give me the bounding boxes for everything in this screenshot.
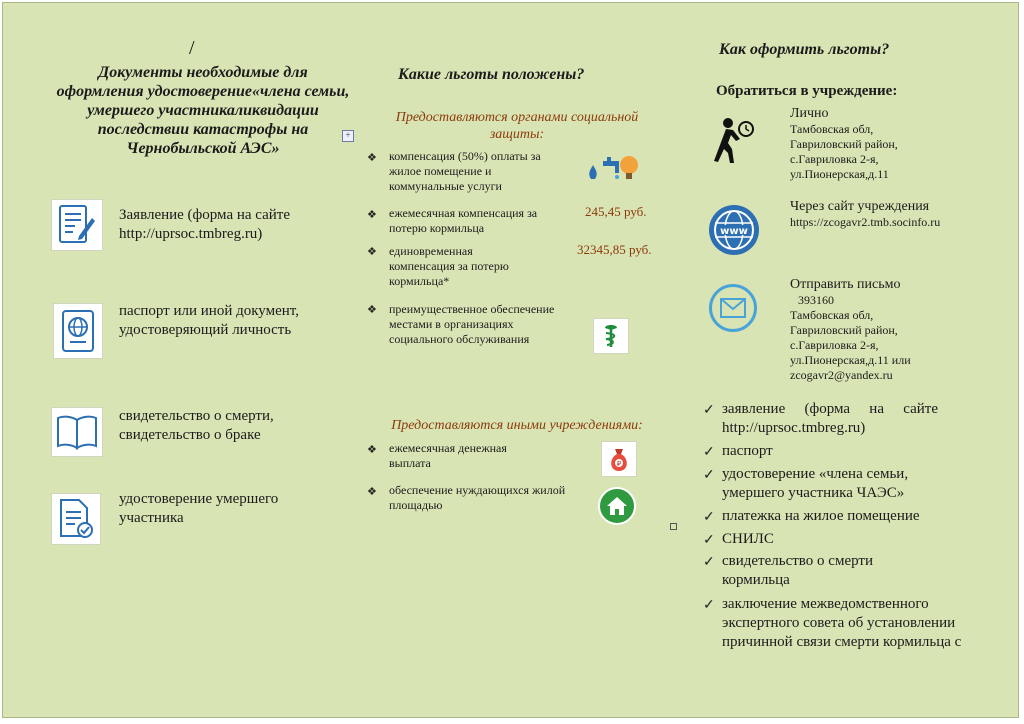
walking-person-icon [706,115,756,167]
col2-title: Какие льготы положены? [398,66,585,83]
stray-mark: / [189,37,195,59]
address-line: ул.Пионерская,д.11 [790,167,889,181]
postal-code: 393160 [798,293,834,307]
address-line: Гавриловский район, [790,137,898,151]
checkmark-icon: ✓ [703,598,715,613]
contact-website-label: Через сайт учреждения [790,199,930,214]
address-line: с.Гавриловка 2-я, [790,338,879,352]
benefit-item-4: преимущественное обеспечение местами в организациях социального обслуживания [389,302,555,346]
open-book-icon [51,407,103,457]
benefit-amount-3: 32345,85 руб. [577,242,652,257]
utilities-icon [583,151,641,185]
col3-subtitle: Обратиться в учреждение: [716,83,898,99]
diamond-bullet-icon: ❖ [367,152,377,164]
anchor-handle-icon[interactable] [670,523,677,530]
doc-item-3: свидетельство о смерти, свидетельство о браке [119,408,274,443]
diamond-bullet-icon: ❖ [367,444,377,456]
globe-www-icon [709,205,759,255]
required-doc-6: свидетельство о смерти кормильца [722,553,873,588]
required-doc-7: заключение межведомственного экспертного совета об установлении причинной связи смерти кормильца с [722,596,962,650]
address-line: Тамбовская обл, [790,122,874,136]
diamond-bullet-icon: ❖ [367,486,377,498]
envelope-icon [709,284,757,332]
money-bag-icon [601,441,637,477]
checkmark-icon: ✓ [703,468,715,483]
required-doc-2: паспорт [722,443,773,459]
address-line: Гавриловский район, [790,323,898,337]
diamond-bullet-icon: ❖ [367,246,377,258]
col3-title: Как оформить льготы? [719,41,890,58]
required-doc-1: заявление (форма на сайте http://uprsoc.tmbreg.ru) [722,401,938,436]
required-doc-3: удостоверение «члена семьи, умершего участника ЧАЭС» [722,466,909,501]
medical-caduceus-icon [593,318,629,354]
checkmark-icon: ✓ [703,445,715,460]
www-label: www [720,226,748,237]
section1-heading: Предоставляются органами социальной защиты: [395,110,639,142]
svg-text:₽: ₽ [616,460,622,468]
other-benefit-item-2: обеспечение нуждающихся жилой площадью [389,483,566,512]
doc-item-1: Заявление (форма на сайте http://uprsoc.tmbreg.ru) [119,207,291,242]
benefit-amount-2: 245,45 руб. [585,204,647,219]
application-form-icon [51,199,103,251]
passport-icon [53,303,103,359]
contact-personal-label: Лично [790,106,829,121]
checkmark-icon: ✓ [703,403,715,418]
checkmark-icon: ✓ [703,555,715,570]
website-url[interactable]: https://zcogavr2.tmb.socinfo.ru [790,215,941,229]
benefit-item-3: единовременная компенсация за потерю кормильца* [389,244,509,288]
section2-heading: Предоставляются иными учреждениями: [391,418,643,433]
doc-item-4: удостоверение умершего участника [119,491,279,526]
brochure-page [2,2,1019,718]
checkmark-icon: ✓ [703,510,715,525]
required-doc-5: СНИЛС [722,531,774,547]
benefit-item-1: компенсация (50%) оплаты за жилое помещение и коммунальные услуги [389,149,541,193]
contact-mail-label: Отправить письмо [790,277,901,292]
address-line: Тамбовская обл, [790,308,874,322]
table-move-handle-icon[interactable]: + [342,130,354,142]
benefit-item-2: ежемесячная компенсация за потерю кормильца [389,206,538,235]
house-icon [598,487,636,525]
contact-mail [790,277,911,383]
address-line: с.Гавриловка 2-я, [790,152,879,166]
other-benefit-item-1: ежемесячная денежная выплата [389,441,507,470]
contact-personal [790,106,898,182]
doc-item-2: паспорт или иной документ, удостоверяющий личность [119,303,299,338]
diamond-bullet-icon: ❖ [367,304,377,316]
contact-website [790,199,940,230]
address-line: ул.Пионерская,д.11 или [790,353,911,367]
diamond-bullet-icon: ❖ [367,209,377,221]
email-address[interactable]: zcogavr2@yandex.ru [790,368,893,382]
checkmark-icon: ✓ [703,533,715,548]
required-doc-4: платежка на жилое помещение [722,508,920,524]
certificate-document-icon [51,493,101,545]
col1-title: Документы необходимые для оформления удостоверение«члена семьи, умершего участникаликвидации последствии катастрофы на Чернобыльской АЭС» [56,64,350,157]
